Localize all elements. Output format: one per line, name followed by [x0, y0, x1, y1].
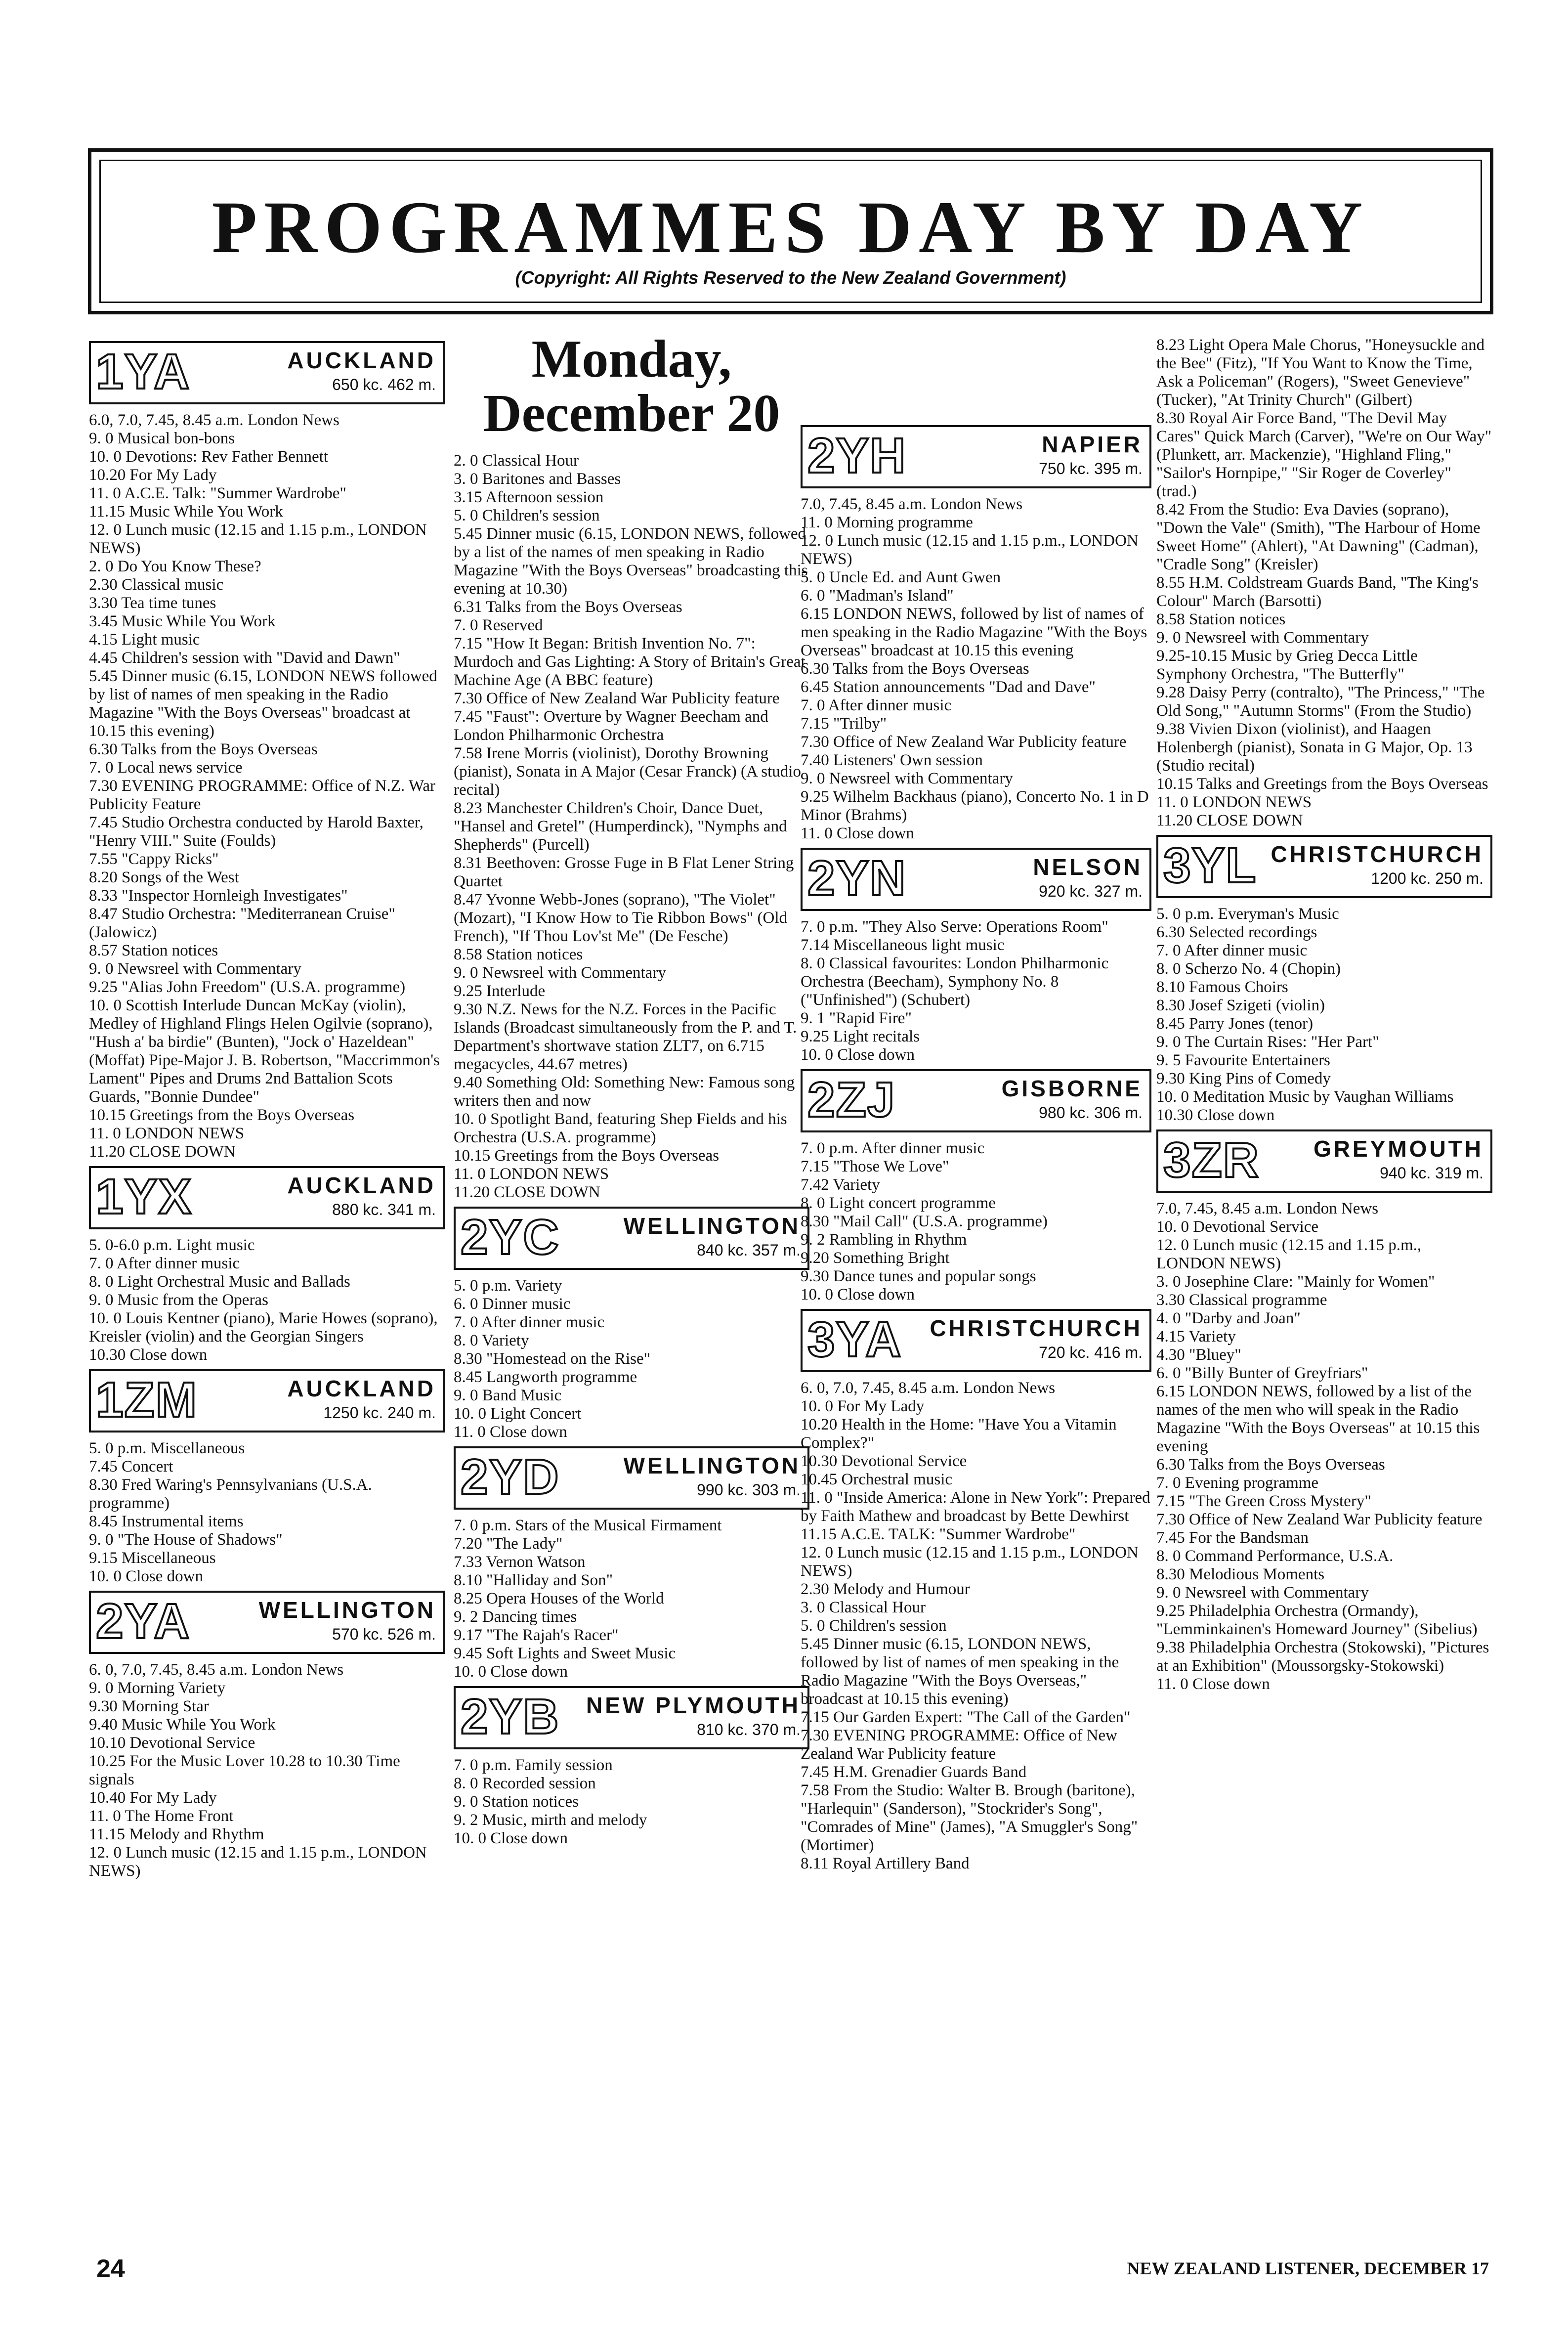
copyright-notice: (Copyright: All Rights Reserved to the New Zealand Government)	[515, 267, 1066, 288]
programme-item: 9.30 King Pins of Comedy	[1156, 1070, 1331, 1087]
programme-item: 10.20 For My Lady	[89, 466, 217, 484]
programme-item: 9. 0 Newsreel with Commentary	[801, 770, 1013, 787]
station-call-sign: 2ZJ	[807, 1072, 896, 1128]
programme-list-2yd	[454, 1517, 809, 1681]
station-logo-2yn	[801, 848, 1151, 911]
station-call-sign: 3YL	[1163, 838, 1257, 893]
programme-item: 10. 0 Close down	[801, 1286, 915, 1303]
programme-item: 12. 0 Lunch music (12.15 and 1.15 p.m., LONDON NEWS)	[801, 1544, 1139, 1580]
station-city: AUCKLAND	[287, 347, 436, 373]
programme-item: 5. 0 p.m. Miscellaneous	[89, 1439, 245, 1457]
programme-item: 11. 0 Close down	[454, 1423, 567, 1441]
programme-item: 6.30 Talks from the Boys Overseas	[1156, 1456, 1385, 1474]
programme-item: 11. 0 LONDON NEWS	[454, 1165, 609, 1183]
programme-item: 8.33 "Inspector Hornleigh Investigates"	[89, 887, 348, 905]
station-city: AUCKLAND	[287, 1376, 436, 1401]
programme-item: 9.30 Dance tunes and popular songs	[801, 1267, 1036, 1285]
programme-item: 7.40 Listeners' Own session	[801, 751, 983, 769]
programme-item: 4. 0 "Darby and Joan"	[1156, 1309, 1301, 1327]
station-logo-2yc	[454, 1207, 809, 1270]
station-frequency: 1200 kc. 250 m.	[1371, 869, 1483, 887]
station-frequency: 940 kc. 319 m.	[1380, 1164, 1483, 1182]
programme-item: 10.30 Close down	[89, 1346, 208, 1364]
programme-item: 5. 0 Children's session	[454, 507, 600, 524]
programme-item: 11. 0 LONDON NEWS	[1156, 793, 1312, 811]
programme-item: 6.30 Talks from the Boys Overseas	[801, 660, 1029, 678]
station-frequency: 570 kc. 526 m.	[332, 1625, 436, 1643]
programme-item: 9.15 Miscellaneous	[89, 1549, 216, 1567]
station-frequency: 720 kc. 416 m.	[1039, 1344, 1143, 1361]
programme-item: 2. 0 Do You Know These?	[89, 558, 261, 575]
programme-item: 6. 0, 7.0, 7.45, 8.45 a.m. London News	[801, 1379, 1056, 1397]
programme-list-1yx	[89, 1236, 445, 1364]
programme-item: 6. 0 Dinner music	[454, 1295, 571, 1313]
programme-item: 3.30 Tea time tunes	[89, 594, 216, 612]
programme-item: 11.20 CLOSE DOWN	[454, 1183, 600, 1201]
programme-item: 7. 0 p.m. After dinner music	[801, 1139, 985, 1157]
programme-item: 8.25 Opera Houses of the World	[454, 1590, 664, 1607]
programme-item: 8. 0 Light Orchestral Music and Ballads	[89, 1273, 350, 1291]
programme-item: 8.45 Parry Jones (tenor)	[1156, 1015, 1314, 1033]
programme-item: 7.45 "Faust": Overture by Wagner Beecham and London Philharmonic Orchestra	[454, 708, 768, 744]
programme-item: 5. 0 p.m. Variety	[454, 1277, 562, 1295]
programme-item: 9. 5 Favourite Entertainers	[1156, 1051, 1330, 1069]
programme-item: 7.33 Vernon Watson	[454, 1553, 586, 1571]
programme-item: 8.58 Station notices	[454, 946, 583, 963]
station-call-sign: 1YX	[96, 1169, 193, 1224]
station-call-sign: 2YD	[461, 1449, 560, 1505]
station-city: GISBORNE	[1001, 1076, 1143, 1101]
programme-item: 9. 0 Band Music	[454, 1387, 562, 1404]
programme-item: 11.15 Music While You Work	[89, 503, 283, 521]
programme-item: 7.15 "Those We Love"	[801, 1158, 949, 1175]
publication-footer: NEW ZEALAND LISTENER, DECEMBER 17	[1127, 2258, 1489, 2278]
programme-item: 9. 0 Musical bon-bons	[89, 430, 235, 447]
programme-item: 7. 0 Local news service	[89, 759, 243, 777]
programme-item: 3. 0 Baritones and Basses	[454, 470, 621, 488]
station-city: GREYMOUTH	[1314, 1136, 1483, 1162]
programme-item: 8.30 "Mail Call" (U.S.A. programme)	[801, 1213, 1048, 1230]
programme-item: 7. 0 After dinner music	[1156, 942, 1308, 959]
programme-item: 5. 0 p.m. Everyman's Music	[1156, 905, 1339, 923]
programme-item: 10. 0 Close down	[801, 1046, 915, 1064]
programme-item: 12. 0 Lunch music (12.15 and 1.15 p.m., LONDON NEWS)	[801, 532, 1139, 568]
programme-list-3ya	[801, 1379, 1151, 1873]
programme-item: 7. 0 After dinner music	[454, 1313, 605, 1331]
programme-item: 9. 0 Station notices	[454, 1793, 579, 1811]
programme-item: 11. 0 Close down	[801, 825, 914, 842]
programme-list-3zr	[1156, 1200, 1492, 1693]
programme-item: 10. 0 Close down	[454, 1663, 568, 1681]
programme-item: 8.30 "Homestead on the Rise"	[454, 1350, 651, 1368]
station-city: WELLINGTON	[623, 1453, 801, 1478]
station-frequency: 810 kc. 370 m.	[697, 1721, 801, 1738]
programme-item: 9.17 "The Rajah's Racer"	[454, 1626, 619, 1644]
programme-item: 7.0, 7.45, 8.45 a.m. London News	[801, 495, 1023, 513]
programme-list-2yn	[801, 918, 1151, 1064]
station-city: CHRISTCHURCH	[930, 1315, 1143, 1341]
programme-item: 7.14 Miscellaneous light music	[801, 936, 1005, 954]
programme-item: 7. 0 After dinner music	[801, 696, 952, 714]
programme-item: 3.15 Afternoon session	[454, 488, 604, 506]
programme-item: 11.15 A.C.E. TALK: "Summer Wardrobe"	[801, 1525, 1076, 1543]
programme-item: 8. 0 Command Performance, U.S.A.	[1156, 1547, 1394, 1565]
programme-item: 11.20 CLOSE DOWN	[89, 1143, 236, 1161]
station-call-sign: 3YA	[807, 1312, 902, 1367]
station-logo-1ya	[89, 341, 445, 404]
programme-list-2ya-continued	[454, 452, 809, 1202]
column-4	[1156, 336, 1492, 1693]
programme-item: 8.31 Beethoven: Grosse Fuge in B Flat Lener String Quartet	[454, 854, 794, 890]
station-city: AUCKLAND	[287, 1172, 436, 1198]
programme-item: 7. 0 p.m. Stars of the Musical Firmament	[454, 1517, 722, 1534]
programme-item: 11. 0 A.C.E. Talk: "Summer Wardrobe"	[89, 484, 346, 502]
programme-item: 8.42 From the Studio: Eva Davies (soprano), "Down the Vale" (Smith), "The Harbour of Home Sweet Home" (Ahlert), "At Dawning" (Cadman), "Cradle Song" (Kreisler)	[1156, 501, 1481, 573]
programme-item: 8.47 Studio Orchestra: "Mediterranean Cruise" (Jalowicz)	[89, 905, 395, 941]
programme-item: 8.47 Yvonne Webb-Jones (soprano), "The Violet" (Mozart), "I Know How to Tie Ribbon Bows" (Old French), "If Thou Lov'st Me" (De Fesche)	[454, 891, 788, 945]
programme-item: 10.15 Greetings from the Boys Overseas	[89, 1106, 355, 1124]
programme-item: 8.58 Station notices	[1156, 610, 1286, 628]
station-call-sign: 2YA	[96, 1594, 191, 1649]
column-3	[801, 420, 1151, 1873]
programme-list-2yh	[801, 495, 1151, 843]
programme-item: 7.58 From the Studio: Walter B. Brough (baritone), "Harlequin" (Sanderson), "Stockrider's Song", "Comrades of Mine" (James), "A Smuggler's Song" (Mortimer)	[801, 1781, 1138, 1854]
programme-item: 9.45 Soft Lights and Sweet Music	[454, 1645, 676, 1662]
programme-item: 9.30 Morning Star	[89, 1697, 209, 1715]
programme-item: 5. 0-6.0 p.m. Light music	[89, 1236, 255, 1254]
programme-item: 5.45 Dinner music (6.15, LONDON NEWS, followed by list of names of men speaking in the Radio Magazine "With the Boys Overseas," broadcast at 10.15 this evening)	[801, 1635, 1119, 1708]
programme-item: 10. 0 Close down	[454, 1829, 568, 1847]
programme-item: 12. 0 Lunch music (12.15 and 1.15 p.m., LONDON NEWS)	[89, 521, 427, 557]
programme-item: 9. 0 Newsreel with Commentary	[454, 964, 666, 982]
station-logo-2ya	[89, 1591, 445, 1654]
programme-item: 10.15 Talks and Greetings from the Boys Overseas	[1156, 775, 1488, 793]
programme-item: 10.10 Devotional Service	[89, 1734, 255, 1752]
programme-item: 9. 0 Morning Variety	[89, 1679, 226, 1697]
programme-item: 6.31 Talks from the Boys Overseas	[454, 598, 682, 616]
column-2	[454, 330, 809, 1848]
station-logo-2yh	[801, 425, 1151, 488]
station-logo-3yl	[1156, 835, 1492, 898]
programme-item: 8.11 Royal Artillery Band	[801, 1855, 970, 1872]
station-logo-2yb	[454, 1686, 809, 1749]
programme-item: 10.20 Health in the Home: "Have You a Vitamin Complex?"	[801, 1416, 1117, 1452]
programme-item: 9.25 "Alias John Freedom" (U.S.A. programme)	[89, 978, 406, 996]
station-city: NEW PLYMOUTH	[586, 1693, 801, 1718]
programme-item: 3. 0 Classical Hour	[801, 1599, 926, 1616]
programme-item: 11.15 Melody and Rhythm	[89, 1825, 264, 1843]
programme-item: 9. 2 Music, mirth and melody	[454, 1811, 647, 1829]
station-city: WELLINGTON	[258, 1597, 436, 1623]
programme-item: 8.10 "Halliday and Son"	[454, 1571, 613, 1589]
programme-item: 10.30 Close down	[1156, 1106, 1275, 1124]
station-call-sign: 1ZM	[96, 1372, 198, 1428]
programme-item: 9.38 Philadelphia Orchestra (Stokowski), "Pictures at an Exhibition" (Moussorgsky-Stokowski)	[1156, 1639, 1489, 1675]
programme-item: 10. 0 Louis Kentner (piano), Marie Howes (soprano), Kreisler (violin) and the Georgian Singers	[89, 1309, 438, 1346]
programme-item: 5. 0 Children's session	[801, 1617, 947, 1635]
programme-list-2yc	[454, 1277, 809, 1441]
page-title: PROGRAMMES DAY BY DAY	[212, 186, 1370, 268]
programme-item: 6.45 Station announcements "Dad and Dave"	[801, 678, 1096, 696]
programme-item: 7.42 Variety	[801, 1176, 880, 1194]
programme-item: 10.30 Devotional Service	[801, 1452, 967, 1470]
programme-item: 8. 0 Variety	[454, 1332, 529, 1349]
programme-item: 7.15 "The Green Cross Mystery"	[1156, 1492, 1371, 1510]
programme-item: 7.55 "Cappy Ricks"	[89, 850, 219, 868]
programme-item: 7.45 H.M. Grenadier Guards Band	[801, 1763, 1027, 1781]
programme-item: 8.57 Station notices	[89, 942, 218, 959]
programme-item: 11. 0 Close down	[1156, 1675, 1270, 1693]
programme-item: 10. 0 Spotlight Band, featuring Shep Fields and his Orchestra (U.S.A. programme)	[454, 1110, 787, 1146]
day-heading: Monday, December 20	[483, 330, 780, 443]
programme-item: 2. 0 Classical Hour	[454, 452, 579, 470]
programme-item: 7.20 "The Lady"	[454, 1535, 563, 1553]
programme-item: 7.30 Office of New Zealand War Publicity feature	[801, 733, 1127, 751]
programme-item: 10.15 Greetings from the Boys Overseas	[454, 1147, 720, 1165]
programme-item: 8.30 Fred Waring's Pennsylvanians (U.S.A. programme)	[89, 1476, 372, 1512]
programme-item: 10. 0 Light Concert	[454, 1405, 582, 1423]
programme-item: 7.45 Studio Orchestra conducted by Harold Baxter, "Henry VIII." Suite (Foulds)	[89, 814, 424, 850]
programme-item: 9.28 Daisy Perry (contralto), "The Princess," "The Old Song," "Autumn Storms" (From the Studio)	[1156, 684, 1485, 720]
programme-item: 9.25 Philadelphia Orchestra (Ormandy), "Lemminkainen's Homeward Journey" (Sibelius)	[1156, 1602, 1478, 1638]
station-frequency: 1250 kc. 240 m.	[323, 1404, 436, 1422]
station-city: WELLINGTON	[623, 1213, 801, 1239]
programme-item: 4.45 Children's session with "David and Dawn"	[89, 649, 400, 667]
station-frequency: 650 kc. 462 m.	[332, 376, 436, 393]
programme-item: 10. 0 Meditation Music by Vaughan Williams	[1156, 1088, 1454, 1106]
programme-item: 8.23 Manchester Children's Choir, Dance Duet, "Hansel and Gretel" (Humperdinck), "Nymphs and Shepherds" (Purcell)	[454, 799, 787, 854]
programme-item: 3.30 Classical programme	[1156, 1291, 1327, 1309]
programme-item: 6. 0 "Billy Bunter of Greyfriars"	[1156, 1364, 1368, 1382]
station-logo-3ya	[801, 1309, 1151, 1372]
programme-item: 5.45 Dinner music (6.15, LONDON NEWS, followed by a list of the names of men speaking in Radio Magazine "With the Boys Overseas" broadcasting this evening at 10.30)	[454, 525, 808, 598]
programme-item: 2.30 Melody and Humour	[801, 1580, 970, 1598]
station-frequency: 920 kc. 327 m.	[1039, 882, 1143, 900]
station-call-sign: 1YA	[96, 344, 191, 399]
programme-item: 8.30 Josef Szigeti (violin)	[1156, 997, 1325, 1014]
station-frequency: 990 kc. 303 m.	[697, 1481, 801, 1499]
programme-item: 6.15 LONDON NEWS, followed by a list of the names of the men who will speak in the Radio Magazine "With the Boys Overseas" at 10.15 this evening	[1156, 1383, 1480, 1455]
programme-item: 9.40 Music While You Work	[89, 1716, 276, 1734]
programme-item: 8. 0 Scherzo No. 4 (Chopin)	[1156, 960, 1341, 978]
programme-item: 9.25 Light recitals	[801, 1028, 920, 1045]
programme-item: 8.30 Royal Air Force Band, "The Devil May Cares" Quick March (Carver), "We're on Our Way" (Plunkett, arr. Mackenzie), "Highland Fling," "Sailor's Hornpipe," "Sir Roger de Coverley" (trad.)	[1156, 409, 1492, 500]
programme-item: 8.30 Melodious Moments	[1156, 1565, 1325, 1583]
programme-item: 7.58 Irene Morris (violinist), Dorothy Browning (pianist), Sonata in A Major (Cesar Franck) (A studio recital)	[454, 744, 801, 799]
station-call-sign: 2YN	[807, 851, 907, 906]
programme-item: 6. 0 "Madman's Island"	[801, 587, 954, 605]
programme-item: 3. 0 Josephine Clare: "Mainly for Women"	[1156, 1273, 1435, 1291]
programme-item: 6.0, 7.0, 7.45, 8.45 a.m. London News	[89, 411, 339, 429]
programme-item: 7. 0 Evening programme	[1156, 1474, 1319, 1492]
page-number: 24	[96, 2255, 125, 2283]
station-frequency: 750 kc. 395 m.	[1039, 460, 1143, 477]
station-call-sign: 2YC	[461, 1210, 560, 1265]
programme-item: 7.15 "How It Began: British Invention No. 7": Murdoch and Gas Lighting: A Story of Britain's Great Machine Age (A BBC feature)	[454, 635, 805, 689]
programme-item: 4.15 Variety	[1156, 1328, 1236, 1346]
station-call-sign: 2YB	[461, 1689, 560, 1744]
column-1	[89, 336, 445, 1880]
programme-item: 10. 0 Devotional Service	[1156, 1218, 1319, 1236]
programme-item: 3.45 Music While You Work	[89, 612, 276, 630]
programme-item: 7.30 EVENING PROGRAMME: Office of New Zealand War Publicity feature	[801, 1727, 1117, 1763]
programme-item: 8. 0 Classical favourites: London Philharmonic Orchestra (Beecham), Symphony No. 8 ("Unfinished") (Schubert)	[801, 955, 1109, 1009]
programme-item: 7. 0 p.m. "They Also Serve: Operations Room"	[801, 918, 1108, 936]
programme-item: 9. 0 Newsreel with Commentary	[1156, 629, 1369, 647]
programme-item: 7.30 Office of New Zealand War Publicity feature	[454, 690, 780, 707]
programme-list-2yb	[454, 1756, 809, 1848]
programme-item: 11. 0 The Home Front	[89, 1807, 234, 1825]
programme-item: 10. 0 Devotions: Rev Father Bennett	[89, 448, 328, 466]
programme-item: 9.30 N.Z. News for the N.Z. Forces in the Pacific Islands (Broadcast simultaneously from the P. and T. Department's shortwave station ZLT7, on 6.715 megacycles, 44.67 metres)	[454, 1000, 797, 1073]
programme-item: 9. 2 Rambling in Rhythm	[801, 1231, 967, 1249]
programme-item: 7.45 Concert	[89, 1458, 173, 1476]
programme-item: 7.0, 7.45, 8.45 a.m. London News	[1156, 1200, 1379, 1217]
programme-item: 2.30 Classical music	[89, 576, 224, 594]
programme-item: 9. 1 "Rapid Fire"	[801, 1009, 912, 1027]
programme-item: 9.20 Something Bright	[801, 1249, 950, 1267]
programme-item: 8. 0 Recorded session	[454, 1775, 596, 1792]
station-city: CHRISTCHURCH	[1271, 841, 1483, 867]
station-frequency: 980 kc. 306 m.	[1039, 1104, 1143, 1122]
station-city: NAPIER	[1042, 432, 1143, 457]
programme-item: 7.15 Our Garden Expert: "The Call of the Garden"	[801, 1708, 1131, 1726]
station-logo-3zr	[1156, 1129, 1492, 1193]
programme-item: 6. 0, 7.0, 7.45, 8.45 a.m. London News	[89, 1661, 344, 1679]
programme-item: 8. 0 Light concert programme	[801, 1194, 996, 1212]
programme-item: 8.55 H.M. Coldstream Guards Band, "The King's Colour" March (Barsotti)	[1156, 574, 1479, 610]
programme-item: 8.45 Instrumental items	[89, 1513, 244, 1530]
header-box	[88, 148, 1493, 314]
programme-item: 9. 2 Dancing times	[454, 1608, 577, 1626]
programme-item: 11.20 CLOSE DOWN	[1156, 812, 1303, 829]
programme-item: 9.25 Wilhelm Backhaus (piano), Concerto No. 1 in D Minor (Brahms)	[801, 788, 1149, 824]
programme-item: 5. 0 Uncle Ed. and Aunt Gwen	[801, 568, 1001, 586]
programme-item: 6.30 Selected recordings	[1156, 923, 1317, 941]
programme-item: 11. 0 LONDON NEWS	[89, 1125, 245, 1142]
programme-item: 7.30 EVENING PROGRAMME: Office of N.Z. War Publicity Feature	[89, 777, 435, 813]
programme-item: 12. 0 Lunch music (12.15 and 1.15 p.m., LONDON NEWS)	[89, 1844, 427, 1880]
programme-item: 8.45 Langworth programme	[454, 1368, 637, 1386]
programme-item: 9.25 Interlude	[454, 982, 546, 1000]
programme-item: 9. 0 The Curtain Rises: "Her Part"	[1156, 1033, 1379, 1051]
programme-list-3ya-continued	[1156, 336, 1492, 830]
programme-item: 10.25 For the Music Lover 10.28 to 10.30 Time signals	[89, 1752, 400, 1788]
programme-list-1ya	[89, 411, 445, 1161]
station-logo-2zj	[801, 1069, 1151, 1132]
station-city: NELSON	[1033, 854, 1143, 880]
programme-item: 7.15 "Trilby"	[801, 715, 887, 733]
programme-item: 10. 0 Scottish Interlude Duncan McKay (violin), Medley of Highland Flings Helen Ogilvie (soprano), "Hush a' ba birdie" (Bunten), "Jock o' Hazeldean" (Moffat) Pipe-Major J. B. Robertson, "Maccrimmon's Lament" Pipes and Drums 2nd Battalion Scots Guards, "Bonnie Dundee"	[89, 997, 440, 1106]
programme-item: 7.45 For the Bandsman	[1156, 1529, 1309, 1547]
programme-item: 7. 0 p.m. Family session	[454, 1756, 613, 1774]
programme-item: 9. 0 Newsreel with Commentary	[89, 960, 301, 978]
programme-item: 8.10 Famous Choirs	[1156, 978, 1288, 996]
programme-item: 9.38 Vivien Dixon (violinist), and Haagen Holenbergh (pianist), Sonata in G Major, Op. 13 (Studio recital)	[1156, 720, 1473, 775]
programme-item: 9. 0 Newsreel with Commentary	[1156, 1584, 1369, 1602]
station-frequency: 840 kc. 357 m.	[697, 1241, 801, 1259]
programme-item: 10. 0 For My Lady	[801, 1397, 925, 1415]
programme-item: 6.30 Talks from the Boys Overseas	[89, 740, 318, 758]
programme-item: 7. 0 After dinner music	[89, 1255, 240, 1272]
programme-item: 7.30 Office of New Zealand War Publicity feature	[1156, 1511, 1483, 1528]
programme-item: 9. 0 "The House of Shadows"	[89, 1531, 283, 1549]
programme-item: 8.20 Songs of the West	[89, 868, 239, 886]
programme-item: 12. 0 Lunch music (12.15 and 1.15 p.m., LONDON NEWS)	[1156, 1236, 1422, 1272]
programme-list-2zj	[801, 1139, 1151, 1304]
programme-item: 4.15 Light music	[89, 631, 200, 649]
programme-item: 9.25-10.15 Music by Grieg Decca Little Symphony Orchestra, "The Butterfly"	[1156, 647, 1418, 683]
station-logo-2yd	[454, 1446, 809, 1510]
programme-item: 10. 0 Close down	[89, 1567, 203, 1585]
programme-item: 6.15 LONDON NEWS, followed by list of names of men speaking in the Radio Magazine "With the Boys Overseas" broadcast at 10.15 this evening	[801, 605, 1147, 659]
station-frequency: 880 kc. 341 m.	[332, 1201, 436, 1218]
programme-list-1zm	[89, 1439, 445, 1586]
station-logo-1zm	[89, 1369, 445, 1432]
programme-list-2ya	[89, 1661, 445, 1880]
station-logo-1yx	[89, 1166, 445, 1229]
programme-item: 5.45 Dinner music (6.15, LONDON NEWS followed by list of names of men speaking in the Radio Magazine "With the Boys Overseas" broadcast at 10.15 this evening)	[89, 667, 437, 740]
programme-item: 11. 0 "Inside America: Alone in New York": Prepared by Faith Mathew and broadcast by Bette Dewhirst	[801, 1489, 1150, 1525]
programme-item: 9. 0 Music from the Operas	[89, 1291, 268, 1309]
programme-item: 10.45 Orchestral music	[801, 1471, 953, 1488]
programme-item: 10.40 For My Lady	[89, 1789, 217, 1807]
programme-item: 9.40 Something Old: Something New: Famous song writers then and now	[454, 1074, 795, 1110]
programme-item: 4.30 "Bluey"	[1156, 1346, 1241, 1364]
station-call-sign: 3ZR	[1163, 1132, 1260, 1188]
programme-item: 8.23 Light Opera Male Chorus, "Honeysuckle and the Bee" (Fitz), "If You Want to Know the Time, Ask a Policeman" (Rogers), "Sweet Genevieve" (Tucker), "At Trinity Church" (Gilbert)	[1156, 336, 1485, 409]
programme-item: 7. 0 Reserved	[454, 616, 543, 634]
programme-list-3yl	[1156, 905, 1492, 1125]
header-frame	[99, 160, 1482, 303]
station-call-sign: 2YH	[807, 428, 907, 483]
programme-item: 11. 0 Morning programme	[801, 514, 973, 531]
